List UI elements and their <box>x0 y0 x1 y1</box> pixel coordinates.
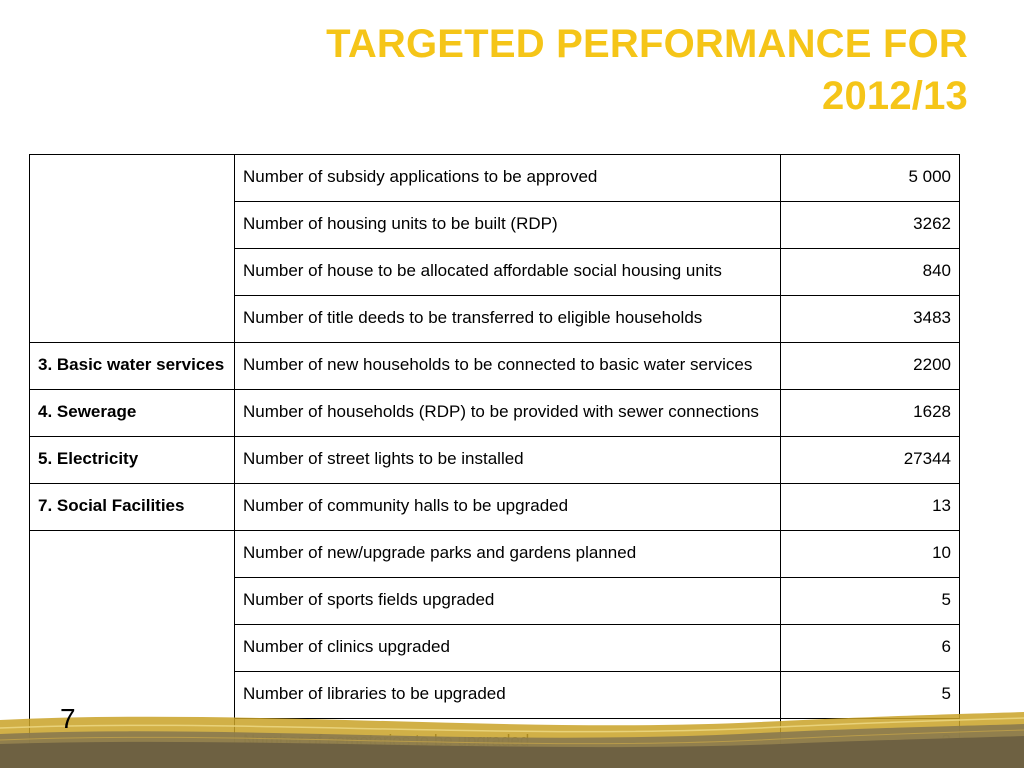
table-row <box>30 437 960 484</box>
description-cell: Number of title deeds to be transferred to eligible households <box>235 296 781 343</box>
decorative-footer-band <box>0 700 1024 768</box>
slide-title <box>68 18 968 122</box>
page-number: 7 <box>60 703 76 734</box>
title-line-2: 2012/13 <box>822 74 968 118</box>
description-cell: Number of sports fields upgraded <box>235 578 781 625</box>
target-cell: 5 <box>781 672 960 719</box>
category-cell: 3. Basic water services <box>30 343 235 390</box>
table-row <box>30 484 960 531</box>
description-cell: Number of housing units to be built (RDP) <box>235 202 781 249</box>
target-cell: 5 <box>781 578 960 625</box>
category-cell: 5. Electricity <box>30 437 235 484</box>
target-cell: 6 <box>781 625 960 672</box>
category-cell: 4. Sewerage <box>30 390 235 437</box>
description-cell: Number of street lights to be installed <box>235 437 781 484</box>
table-row <box>30 155 960 202</box>
description-cell: Number of community halls to be upgraded <box>235 484 781 531</box>
description-cell: Number of libraries to be upgraded <box>235 672 781 719</box>
category-cell: 7. Social Facilities <box>30 484 235 531</box>
target-cell: 13 <box>781 484 960 531</box>
category-cell <box>30 155 235 343</box>
table-row <box>30 390 960 437</box>
target-cell: 1628 <box>781 390 960 437</box>
performance-table <box>29 154 960 766</box>
target-cell: 840 <box>781 249 960 296</box>
target-cell: 2200 <box>781 343 960 390</box>
title-line-1: TARGETED PERFORMANCE FOR <box>326 22 968 66</box>
table-row <box>30 343 960 390</box>
description-cell: Number of subsidy applications to be approved <box>235 155 781 202</box>
description-cell: Number of households (RDP) to be provided with sewer connections <box>235 390 781 437</box>
table-row <box>30 531 960 578</box>
description-cell: Number of new/upgrade parks and gardens planned <box>235 531 781 578</box>
description-cell: Number of clinics upgraded <box>235 625 781 672</box>
target-cell: 10 <box>781 531 960 578</box>
target-cell: 3262 <box>781 202 960 249</box>
target-cell: 5 000 <box>781 155 960 202</box>
target-cell: 27344 <box>781 437 960 484</box>
target-cell: 3483 <box>781 296 960 343</box>
description-cell: Number of new households to be connected to basic water services <box>235 343 781 390</box>
description-cell: Number of house to be allocated affordable social housing units <box>235 249 781 296</box>
